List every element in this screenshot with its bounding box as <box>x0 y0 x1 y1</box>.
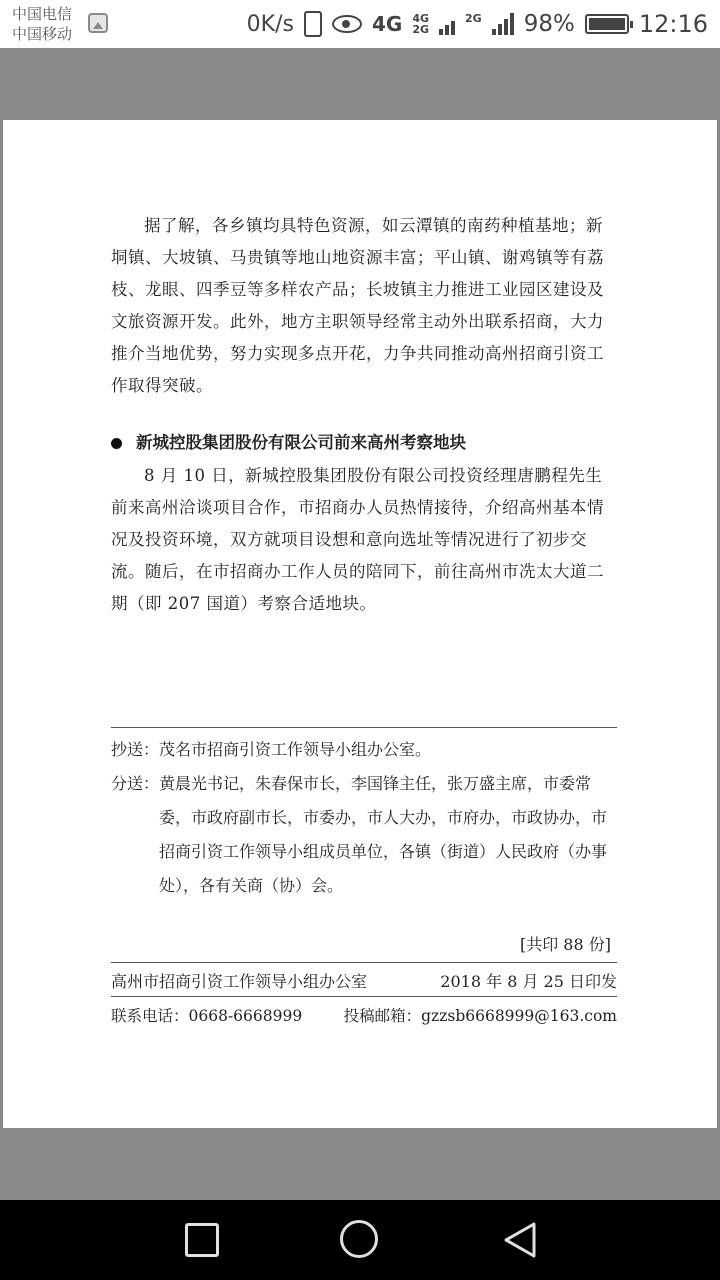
dist-text: 黄晨光书记，朱春保市长，李国锋主任，张万盛主席，市委常委，市政府副市长，市委办，市人大办，市府办，市政协办，市招商引资工作领导小组成员单位，各镇（街道）人民政府（办事处），各有关商（协）会。 <box>159 774 608 895</box>
back-icon <box>502 1220 538 1260</box>
network-2g-label: 2G <box>465 12 482 25</box>
signal-icon <box>439 13 455 35</box>
cc-text: 茂名市招商引资工作领导小组办公室。 <box>159 740 432 759</box>
network-4g-label: 4G <box>371 12 403 36</box>
bullet-icon <box>111 438 122 449</box>
vibrate-icon <box>304 11 322 37</box>
home-button[interactable] <box>340 1220 380 1260</box>
status-bar <box>0 0 720 48</box>
divider <box>111 962 617 963</box>
divider <box>111 727 617 728</box>
navigation-bar <box>0 1200 720 1280</box>
network-speed: 0K/s <box>246 11 294 37</box>
paragraph-xincheng-visit: 8 月 10 日，新城控股集团股份有限公司投资经理唐鹏程先生前来高州洽谈项目合作，市招商办人员热情接待，介绍高州基本情况及投资环境，双方就项目设想和意向选址等情况进行了初步交流。随后，在市招商办工作人员的陪同下，前往高州市冼太大道二期（即 207 国道）考察合适地块。 <box>111 466 604 613</box>
document-page[interactable] <box>3 120 717 1128</box>
battery-percent: 98% <box>523 11 575 37</box>
distribution-list <box>111 733 621 903</box>
network-2g-indicator <box>465 13 482 35</box>
eye-comfort-icon <box>332 15 362 33</box>
contact-line <box>111 1002 617 1030</box>
clock: 12:16 <box>638 10 708 38</box>
signal-strength-icon <box>492 13 514 35</box>
battery-icon <box>585 14 629 34</box>
issue-date: 2018 年 8 月 25 日印发 <box>440 972 617 991</box>
dual-network-indicator <box>412 13 429 35</box>
recent-apps-button[interactable] <box>182 1220 222 1260</box>
back-button[interactable] <box>500 1220 540 1260</box>
network-top-label: 4G <box>412 12 430 25</box>
contact-email: 投稿邮箱：gzzsb6668999@163.com <box>343 1007 617 1025</box>
dist-label: 分送： <box>111 774 160 793</box>
issuer-name: 高州市招商引资工作领导小组办公室 <box>111 972 368 991</box>
divider <box>111 996 617 997</box>
carrier-1: 中国电信 <box>12 5 73 23</box>
carrier-info <box>12 4 72 44</box>
document-body <box>111 210 617 620</box>
contact-phone: 联系电话：0668-6668999 <box>111 1007 303 1025</box>
carrier-2: 中国移动 <box>12 25 73 43</box>
paragraph-township-resources: 据了解，各乡镇均具特色资源，如云潭镇的南药种植基地；新垌镇、大坡镇、马贵镇等地山地资源丰富；平山镇、谢鸡镇等有荔枝、龙眼、四季豆等多样农产品；长坡镇主力推进工业园区建设及文旅资源开发。此外，地方主职领导经常主动外出联系招商，大力推介当地优势，努力实现多点开花，力争共同推动高州招商引资工作取得突破。 <box>111 216 604 395</box>
network-bottom-label: 2G <box>412 23 430 36</box>
cc-label: 抄送： <box>111 740 160 759</box>
issuer-line <box>111 968 617 996</box>
copies-count: [共印 88 份] <box>519 935 611 954</box>
image-notification-icon <box>88 13 108 33</box>
section-heading <box>111 426 617 460</box>
section-title: 新城控股集团股份有限公司前来高州考察地块 <box>136 433 466 452</box>
